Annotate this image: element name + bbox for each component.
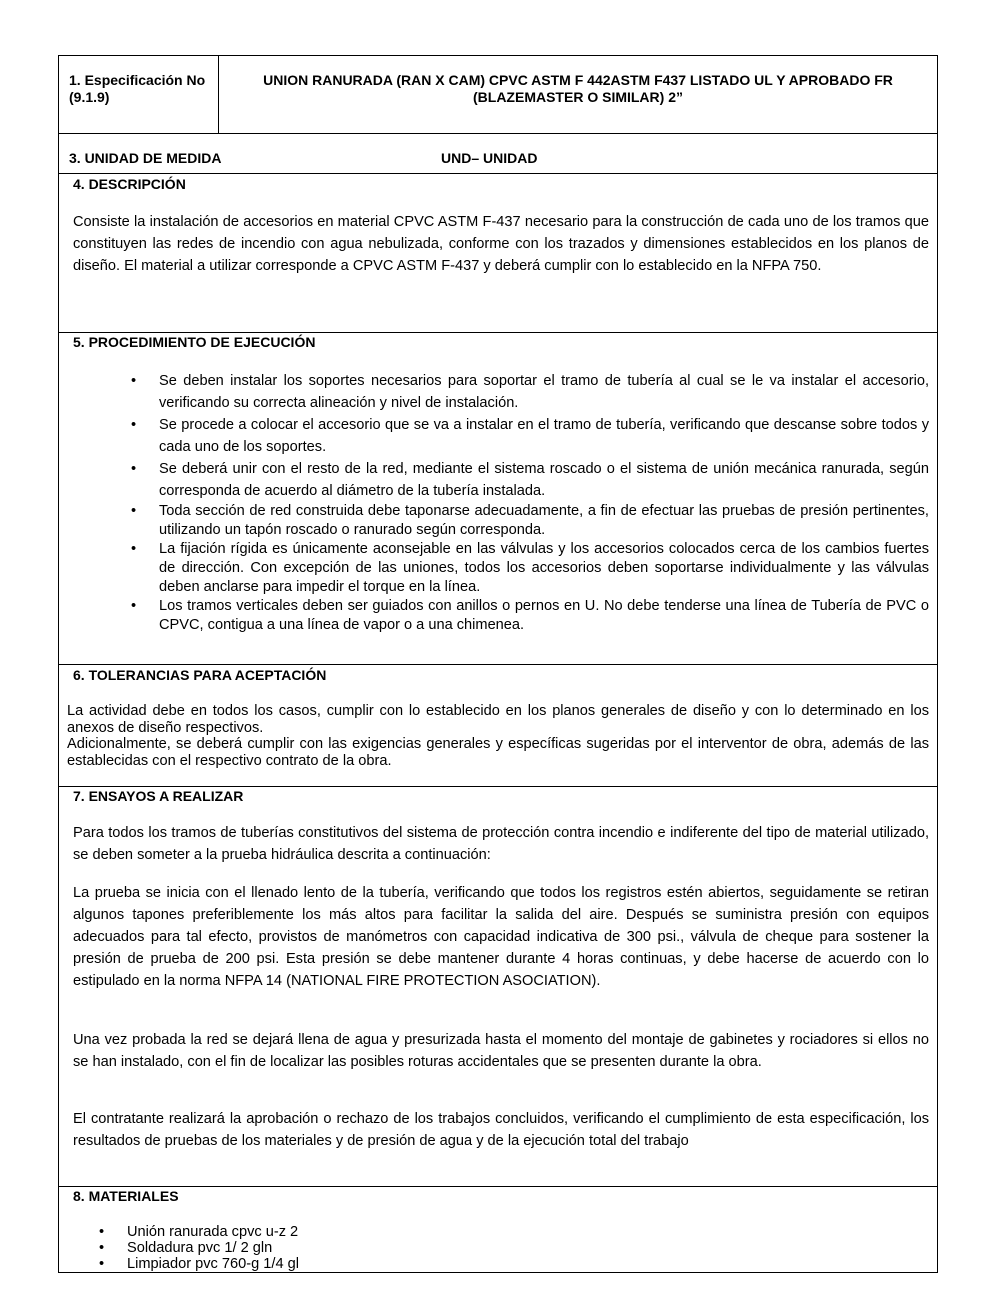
divider [59,1186,937,1187]
list-item [59,502,929,540]
section-title-descripcion: 4. DESCRIPCIÓN [73,176,186,192]
list-item-text: Se procede a colocar el accesorio que se va a instalar en el tramo de tubería, verificando que descanse sobre todos y cada uno de los soportes. [159,417,929,455]
list-item-text: Toda sección de red construida debe taponarse adecuadamente, a fin de efectuar las pruebas de presión pertinentes, utilizando un tapón roscado o ranurado según corresponda. [159,503,929,538]
bullet-icon: • [131,598,137,614]
tolerancias-text-1: La actividad debe en todos los casos, cumplir con lo establecido en los planos generales de diseño y con lo determinado en los anexos de diseño respectivos. [67,703,929,736]
divider [59,133,937,134]
ensayos-paragraph-4: El contratante realizará la aprobación o rechazo de los trabajos concluidos, verificando el cumplimiento de esta especificación, los resultados de pruebas de los materiales y de presión de agua y de la ejecución total del trabajo [73,1111,929,1149]
list-item [59,1256,929,1272]
list-item-text: Los tramos verticales deben ser guiados con anillos o pernos en U. No debe tenderse una línea de Tubería de PVC o CPVC, contigua a una línea de vapor o a una chimenea. [159,598,929,633]
bullet-icon: • [131,461,137,477]
tolerancias-text-2: Adicionalmente, se deberá cumplir con las exigencias generales y específicas sugeridas por el interventor de obra, además de las establecidas con el respectivo contrato de la obra. [67,736,929,769]
descripcion-text: Consiste la instalación de accesorios en material CPVC ASTM F-437 necesario para la construcción de cada uno de los tramos que constituyen las redes de incendio con agua nebulizada, conforme con los trazados y dimensiones establecidos en los planos de diseño. El material a utilizar corresponde a CPVC ASTM F-437 y deberá cumplir con lo establecido en la NFPA 750. [73,214,929,274]
bullet-icon: • [99,1224,105,1240]
list-item [59,370,929,414]
list-item [59,458,929,502]
list-item [59,1224,929,1240]
divider [59,173,937,174]
spec-number: 1. Especificación No (9.1.9) [69,72,206,105]
ensayos-paragraph-2: La prueba se inicia con el llenado lento de la tubería, verificando que todos los registros estén abiertos, seguidamente se retiran algunos tapones preferiblemente los más altos para facilitar la salida del aire. Después se suministra presión con equipos adecuados para tal efecto, provistos de manómetros con capacidad indicativa de 300 psi., válvula de cheque para sostener la presión de prueba de 200 psi. Esta presión se debe mantener durante 4 horas continuas, y debe hacerse de acuerdo con lo estipulado en la norma NFPA 14 (NATIONAL FIRE PROTECTION ASOCIATION). [73,885,929,989]
section-title-procedimiento: 5. PROCEDIMIENTO DE EJECUCIÓN [73,334,316,350]
divider [59,786,937,787]
bullet-icon: • [99,1240,105,1256]
list-item-text: La fijación rígida es únicamente aconsejable en las válvulas y los accesorios colocados cerca de los cambios fuertes de dirección. Con excepción de las uniones, todos los accesorios deben soportarse individualmente y las válvulas deben anclarse para impedir el torque en la línea. [159,541,929,595]
bullet-icon: • [131,417,137,433]
list-item [59,597,929,635]
unit-value: UND– UNIDAD [441,150,538,166]
specification-sheet [58,55,938,1273]
bullet-icon: • [131,503,137,519]
list-item [59,1240,929,1256]
section-title-tolerancias: 6. TOLERANCIAS PARA ACEPTACIÓN [73,667,327,683]
bullet-icon: • [99,1256,105,1272]
divider [59,664,937,665]
unit-label: 3. UNIDAD DE MEDIDA [69,150,222,166]
divider [59,332,937,333]
bullet-icon: • [131,541,137,557]
list-item-text: Se deben instalar los soportes necesarios para soportar el tramo de tubería al cual se le va instalar el accesorio, verificando su correcta alineación y nivel de instalación. [159,373,929,411]
ensayos-paragraph-3: Una vez probada la red se dejará llena de agua y presurizada hasta el momento del montaje de gabinetes y rociadores si ellos no se han instalado, con el fin de localizar las posibles roturas accidentales que se presenten durante la obra. [73,1032,929,1070]
spec-title: UNION RANURADA (RAN X CAM) CPVC ASTM F 442ASTM F437 LISTADO UL Y APROBADO FR (BLAZEMASTER O SIMILAR) 2” [263,72,893,105]
list-item-text: Unión ranurada cpvc u-z 2 [127,1224,299,1240]
materiales-list [59,1224,929,1272]
section-title-materiales: 8. MATERIALES [73,1188,179,1204]
bullet-icon: • [131,373,137,389]
ensayos-paragraph-1: Para todos los tramos de tuberías constitutivos del sistema de protección contra incendio e indiferente del tipo de material utilizado, se deben someter a la prueba hidráulica descrita a continuación: [73,825,929,863]
list-item-text: Soldadura pvc 1/ 2 gln [127,1240,273,1256]
section-title-ensayos: 7. ENSAYOS A REALIZAR [73,788,244,804]
list-item [59,540,929,597]
list-item-text: Se deberá unir con el resto de la red, mediante el sistema roscado o el sistema de unión mecánica ranurada, según corresponda de acuerdo al diámetro de la tubería instalada. [159,461,929,499]
list-item [59,414,929,458]
procedimiento-list [59,370,929,635]
list-item-text: Limpiador pvc 760-g 1/4 gl [127,1256,299,1272]
